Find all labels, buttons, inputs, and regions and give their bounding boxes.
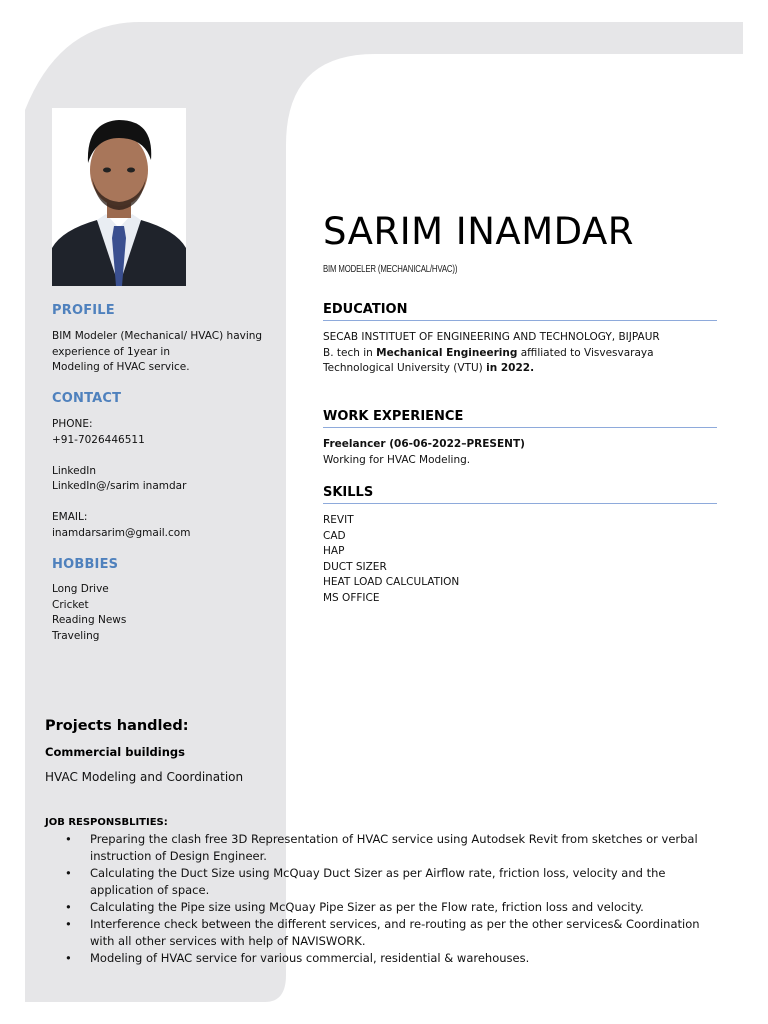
hobby-item: Cricket bbox=[52, 598, 89, 611]
projects-heading: Projects handled: bbox=[45, 718, 189, 734]
contact-heading: CONTACT bbox=[52, 391, 122, 406]
phone-number: +91-7026446511 bbox=[52, 433, 145, 446]
job-item: • Interference check between the different services, and re-routing as per the other services& Coordination with all other services with help of NAVISWORK. bbox=[65, 917, 700, 948]
candidate-title: BIM MODELER (MECHANICAL/HVAC)) bbox=[323, 264, 458, 275]
hobbies-heading: HOBBIES bbox=[52, 557, 119, 572]
job-heading: JOB RESPONSBLITIES: bbox=[45, 817, 168, 828]
bullet-icon: • bbox=[65, 917, 72, 931]
phone-label: PHONE: bbox=[52, 418, 93, 430]
education-heading: EDUCATION bbox=[323, 302, 717, 321]
degree-year: in 2022. bbox=[486, 362, 535, 374]
job-list bbox=[45, 831, 725, 967]
skill-item: HEAT LOAD CALCULATION bbox=[323, 576, 460, 588]
skill-item: CAD bbox=[323, 529, 346, 542]
work-role: Freelancer (06-06-2022–PRESENT) bbox=[323, 438, 525, 450]
profile-heading: PROFILE bbox=[52, 303, 115, 318]
candidate-name: SARIM INAMDAR bbox=[323, 210, 634, 253]
skill-item: MS OFFICE bbox=[323, 591, 380, 604]
email-label: EMAIL: bbox=[52, 511, 88, 523]
hobby-item: Traveling bbox=[52, 629, 100, 642]
hobbies-list bbox=[52, 582, 277, 644]
linkedin-handle: LinkedIn@/sarim inamdar bbox=[52, 480, 187, 492]
email-address: inamdarsarim@gmail.com bbox=[52, 526, 191, 539]
bullet-icon: • bbox=[65, 900, 72, 914]
job-item: • Preparing the clash free 3D Representation of HVAC service using Autodsek Revit from sketches or verbal instruction of Design Engineer. bbox=[65, 832, 698, 863]
job-item: • Modeling of HVAC service for various commercial, residential & warehouses. bbox=[65, 951, 530, 965]
profile-line: BIM Modeler (Mechanical/ HVAC) having bbox=[52, 330, 263, 342]
hobby-item: Long Drive bbox=[52, 583, 109, 595]
skill-item: DUCT SIZER bbox=[323, 560, 387, 573]
work-description: Working for HVAC Modeling. bbox=[323, 453, 471, 466]
education-institute: SECAB INSTITUET OF ENGINEERING AND TECHNOLOGY, BIJPAUR bbox=[323, 331, 660, 343]
skills-list bbox=[323, 513, 717, 606]
education-text bbox=[323, 330, 717, 377]
linkedin-label: LinkedIn bbox=[52, 464, 97, 477]
profile-text bbox=[52, 329, 277, 376]
projects-description: HVAC Modeling and Coordination bbox=[45, 770, 244, 784]
hobby-item: Reading News bbox=[52, 614, 127, 626]
projects-type: Commercial buildings bbox=[45, 745, 185, 759]
skill-item: HAP bbox=[323, 545, 345, 557]
job-item: • Calculating the Pipe size using McQuay Pipe Sizer as per the Flow rate, friction loss and velocity. bbox=[65, 900, 644, 914]
bullet-icon: • bbox=[65, 951, 72, 965]
work-text bbox=[323, 437, 717, 468]
degree-field: Mechanical Engineering bbox=[376, 346, 518, 359]
contact-info bbox=[52, 417, 277, 541]
profile-photo bbox=[52, 108, 186, 286]
education-degree: B. tech in Mechanical Engineering affiliated to Visvesvaraya Technological University (VTU) in 2022. bbox=[323, 346, 654, 374]
profile-line: experience of 1year in bbox=[52, 345, 171, 358]
skill-item: REVIT bbox=[323, 514, 354, 526]
job-item: • Calculating the Duct Size using McQuay Duct Sizer as per Airflow rate, friction loss, velocity and the application of space. bbox=[65, 866, 666, 897]
skills-heading: SKILLS bbox=[323, 485, 717, 504]
work-heading: WORK EXPERIENCE bbox=[323, 409, 717, 428]
bullet-icon: • bbox=[65, 866, 72, 880]
profile-line: Modeling of HVAC service. bbox=[52, 361, 190, 373]
bullet-icon: • bbox=[65, 832, 72, 846]
